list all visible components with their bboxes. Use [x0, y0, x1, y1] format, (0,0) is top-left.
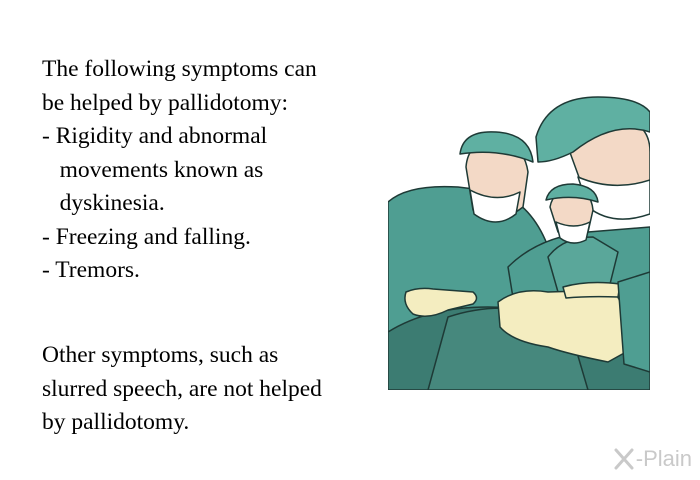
- text-line: movements known as: [42, 156, 264, 183]
- list-item-rigidity: - Rigidity and abnormal: [42, 123, 268, 149]
- xplain-logo: [613, 446, 692, 472]
- symptoms-helped-text: [42, 53, 387, 288]
- text-line: by pallidotomy.: [42, 409, 190, 435]
- text-line: dyskinesia.: [42, 190, 165, 216]
- list-item-tremors: - Tremors.: [42, 257, 140, 283]
- text-line: be helped by pallidotomy:: [42, 89, 289, 116]
- logo-text: -Plain: [635, 446, 692, 471]
- list-item-freezing: - Freezing and falling.: [42, 223, 251, 250]
- text-line: Other symptoms, such as: [42, 342, 279, 368]
- text-line: slurred speech, are not helped: [42, 375, 322, 402]
- xplain-x-icon: [613, 447, 635, 471]
- surgeons-illustration-icon: [388, 92, 650, 390]
- text-line: The following symptoms can: [42, 56, 317, 82]
- symptoms-not-helped-text: [42, 339, 387, 440]
